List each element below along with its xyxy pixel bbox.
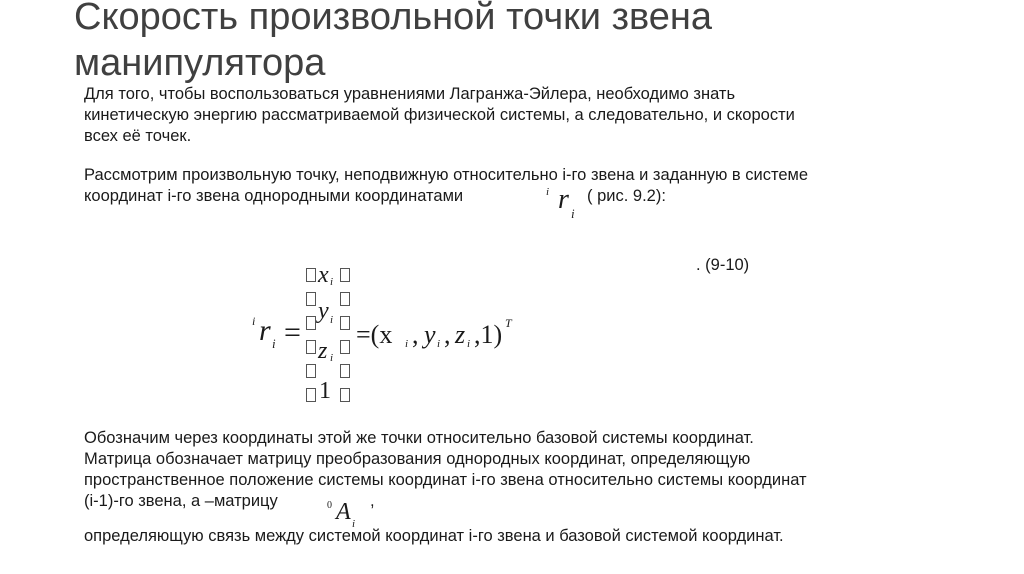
vector-one: 1 — [319, 378, 331, 404]
eq-ri-superscript: i — [252, 314, 256, 328]
inline-A-base: A — [336, 499, 351, 525]
bracket-right-3 — [340, 316, 350, 330]
bracket-right-1 — [340, 268, 350, 282]
bracket-left-3 — [306, 316, 316, 330]
eq-row-y: y — [424, 320, 436, 349]
title-line-1: Скорость произвольной точки звена — [74, 0, 713, 38]
inline-ri-superscript: i — [546, 186, 550, 198]
eq-row-z-subscript: i — [467, 338, 471, 350]
equation-number: . (9-10) — [696, 256, 750, 274]
eq-ri-subscript: i — [272, 336, 276, 351]
eq-row-y-subscript: i — [437, 338, 441, 350]
paragraph-base-line-4-comma: , — [370, 492, 375, 510]
bracket-left-2 — [306, 292, 316, 306]
eq-transpose: T — [505, 316, 512, 330]
inline-A-subscript: i — [352, 518, 356, 530]
eq-row-x-subscript: i — [405, 338, 409, 350]
paragraph-point-line-2-ref: ( рис. 9.2): — [587, 187, 666, 205]
eq-ri-base: r — [259, 314, 271, 347]
vector-y-subscript: i — [330, 314, 334, 326]
paragraph-base-line-4-text: (i-1)-го звена, а –матрицу — [84, 492, 278, 510]
paragraph-base — [84, 428, 964, 512]
paragraph-base-line-4 — [84, 491, 964, 512]
paragraph-intro-line-1: Для того, чтобы воспользоваться уравнениями Лагранжа-Эйлера, необходимо знать — [84, 85, 736, 103]
eq-row-comma-2: , — [444, 320, 451, 349]
eq-row-close: ,1) — [474, 320, 503, 349]
paragraph-base-line-3: пространственное положение системы координат i-го звена относительно системы координат — [84, 471, 807, 489]
paragraph-intro — [84, 84, 964, 147]
vector-z: z — [318, 338, 328, 364]
paragraph-point-line-2-text: координат i-го звена однородными координатами — [84, 187, 464, 205]
bracket-left-6 — [306, 388, 316, 402]
vector-y: y — [318, 298, 329, 324]
paragraph-base-line-2: Матрица обозначает матрицу преобразования однородных координат, определяющую — [84, 450, 751, 468]
vector-x-subscript: i — [330, 276, 334, 288]
eq-equals-1: = — [284, 316, 301, 349]
slide-title — [74, 0, 974, 86]
paragraph-point-line-2 — [84, 186, 964, 207]
bracket-right-2 — [340, 292, 350, 306]
paragraph-intro-line-3: всех её точек. — [84, 127, 192, 145]
bracket-right-5 — [340, 364, 350, 378]
paragraph-base-line-1: Обозначим через координаты этой же точки относительно базовой системы координат. — [84, 429, 754, 447]
paragraph-point — [84, 165, 964, 207]
bracket-left-1 — [306, 268, 316, 282]
inline-A-superscript: 0 — [327, 500, 332, 511]
eq-row-z: z — [455, 320, 466, 349]
paragraph-intro-line-2: кинетическую энергию рассматриваемой физической системы, а следовательно, и скорости — [84, 106, 795, 124]
paragraph-base-line-5: определяющую связь между системой координат i-го звена и базовой системой координат. — [84, 527, 784, 545]
vector-x: x — [318, 262, 329, 288]
eq-row-open: =(x — [356, 320, 393, 349]
inline-ri-base: r — [558, 184, 569, 215]
vector-z-subscript: i — [330, 352, 334, 364]
bracket-right-4 — [340, 340, 350, 354]
bracket-right-6 — [340, 388, 350, 402]
eq-row-comma-1: , — [412, 320, 419, 349]
paragraph-point-line-1: Рассмотрим произвольную точку, неподвижную относительно i-го звена и заданную в системе — [84, 166, 809, 184]
bracket-left-5 — [306, 364, 316, 378]
title-line-2: манипулятора — [74, 42, 326, 84]
bracket-left-4 — [306, 340, 316, 354]
inline-ri-subscript: i — [571, 206, 575, 221]
